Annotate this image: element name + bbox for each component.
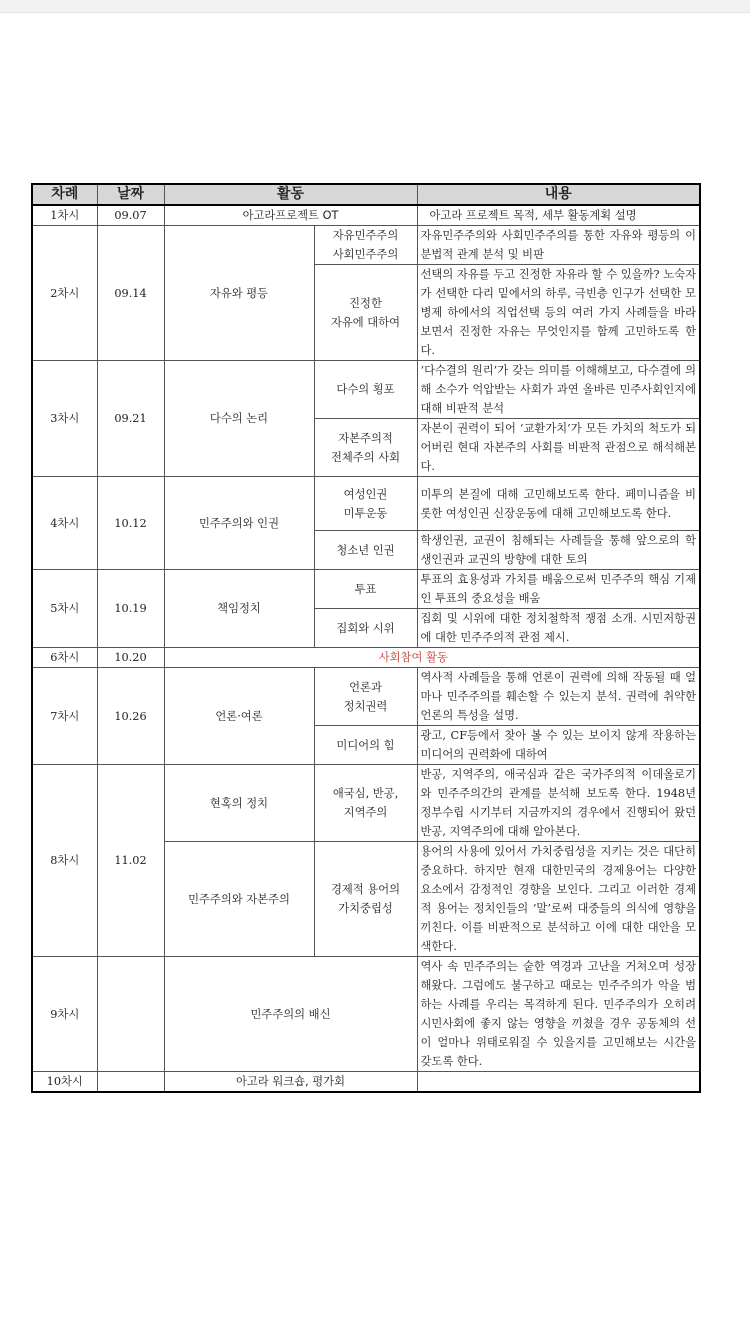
- activity-cell: 아고라 워크숍, 평가회: [164, 1072, 417, 1093]
- table-row: [32, 668, 700, 726]
- subtopic-cell: 미디어의 힘: [314, 726, 417, 765]
- header-content: 내용: [417, 184, 700, 205]
- subtopic-cell: 진정한 자유에 대하여: [314, 265, 417, 361]
- content-cell: ‘다수결의 원리’가 갖는 의미를 이해해보고, 다수결에 의해 소수가 억압받는 사회가 과연 올바른 민주사회인지에 대해 비판적 분석: [417, 361, 700, 419]
- session-cell: 1차시: [32, 205, 97, 226]
- session-cell: 2차시: [32, 226, 97, 361]
- session-cell: 6차시: [32, 648, 97, 668]
- subtopic-cell: 여성인권 미투운동: [314, 477, 417, 531]
- content-cell: 역사적 사례들을 통해 언론이 권력에 의해 작동될 때 얼마나 민주주의를 훼손할 수 있는지 분석. 권력에 취약한 언론의 특성을 설명.: [417, 668, 700, 726]
- content-cell: 역사 속 민주주의는 숱한 역경과 고난을 거쳐오며 성장해왔다. 그럼에도 불구하고 때로는 민주주의가 악을 범하는 사례를 우리는 목격하게 된다. 민주주의가 오히려 시민사회에 좋지 않는 영향을 끼쳤을 경우 공동체의 선이 얼마나 위태로워질 수 있을지를 고민해보는 시간을 갖도록 한다.: [417, 957, 700, 1072]
- content-cell: 집회 및 시위에 대한 정치철학적 쟁점 소개. 시민저항권에 대한 민주주의적 관점 제시.: [417, 609, 700, 648]
- subtopic-cell: 자본주의적 전체주의 사회: [314, 419, 417, 477]
- header-activity: 활동: [164, 184, 417, 205]
- subtopic-cell: 경제적 용어의 가치중립성: [314, 842, 417, 957]
- subtopic-cell: 집회와 시위: [314, 609, 417, 648]
- session-cell: 3차시: [32, 361, 97, 477]
- activity-cell: 다수의 논리: [164, 361, 314, 477]
- date-cell: 10.12: [97, 477, 164, 570]
- table-row: [32, 1072, 700, 1093]
- content-cell: 자본이 권력이 되어 ‘교환가치’가 모든 가치의 척도가 되어버린 현대 자본주의 사회를 비판적 관점으로 해석해본다.: [417, 419, 700, 477]
- subtopic-cell: 투표: [314, 570, 417, 609]
- table-row: [32, 765, 700, 842]
- table-row: [32, 648, 700, 668]
- table-row: [32, 957, 700, 1072]
- subtopic-cell: 애국심, 반공, 지역주의: [314, 765, 417, 842]
- activity-cell: 아고라프로젝트 OT: [164, 205, 417, 226]
- content-cell: [417, 1072, 700, 1093]
- session-cell: 9차시: [32, 957, 97, 1072]
- subtopic-cell: 다수의 횡포: [314, 361, 417, 419]
- content-cell: 아고라 프로젝트 목적, 세부 활동계획 설명: [417, 205, 700, 226]
- activity-cell: 민주주의와 자본주의: [164, 842, 314, 957]
- table-row: [32, 477, 700, 531]
- date-cell: 09.14: [97, 226, 164, 361]
- activity-cell: 자유와 평등: [164, 226, 314, 361]
- session-cell: 4차시: [32, 477, 97, 570]
- subtopic-cell: 언론과 정치권력: [314, 668, 417, 726]
- date-cell: 09.21: [97, 361, 164, 477]
- activity-cell: 현혹의 정치: [164, 765, 314, 842]
- activity-cell: 민주주의의 배신: [164, 957, 417, 1072]
- table-row: [32, 570, 700, 609]
- content-cell: 미투의 본질에 대해 고민해보도록 한다. 페미니즘을 비롯한 여성인권 신장운동에 대해 고민해보도록 한다.: [417, 477, 700, 531]
- top-status-bar: [0, 0, 750, 13]
- content-cell: 학생인권, 교권이 침해되는 사례들을 통해 앞으로의 학생인권과 교권의 방향에 대한 토의: [417, 531, 700, 570]
- activity-highlight-cell: 사회참여 활동: [164, 648, 700, 668]
- content-cell: 자유민주주의와 사회민주주의를 통한 자유와 평등의 이분법적 관계 분석 및 비판: [417, 226, 700, 265]
- date-cell: 11.02: [97, 765, 164, 957]
- header-session: 차례: [32, 184, 97, 205]
- header-date: 날짜: [97, 184, 164, 205]
- activity-cell: 민주주의와 인권: [164, 477, 314, 570]
- content-cell: 광고, CF등에서 찾아 볼 수 있는 보이지 않게 작용하는 미디어의 권력화에 대하여: [417, 726, 700, 765]
- activity-cell: 언론·여론: [164, 668, 314, 765]
- date-cell: 10.19: [97, 570, 164, 648]
- date-cell: 10.20: [97, 648, 164, 668]
- date-cell: 09.07: [97, 205, 164, 226]
- content-cell: 선택의 자유를 두고 진정한 자유라 할 수 있을까? 노숙자가 선택한 다리 밑에서의 하루, 극빈층 인구가 선택한 모병제 하에서의 직업선택 등의 여러 가지 사례들을 바라보면서 진정한 자유는 무엇인지를 함께 고민하도록 한다.: [417, 265, 700, 361]
- session-cell: 8차시: [32, 765, 97, 957]
- session-cell: 7차시: [32, 668, 97, 765]
- table-row: [32, 361, 700, 419]
- table-row: [32, 226, 700, 265]
- table-row: [32, 205, 700, 226]
- activity-cell: 책임정치: [164, 570, 314, 648]
- table-header-row: [32, 184, 700, 205]
- session-cell: 10차시: [32, 1072, 97, 1093]
- date-cell: 10.26: [97, 668, 164, 765]
- schedule-table: [31, 183, 701, 1093]
- date-cell: [97, 957, 164, 1072]
- subtopic-cell: 청소년 인권: [314, 531, 417, 570]
- content-cell: 용어의 사용에 있어서 가치중립성을 지키는 것은 대단히 중요하다. 하지만 현재 대한민국의 경제용어는 다양한 요소에서 감정적인 경향을 보인다. 그리고 이러한 경제적 용어는 정치인들의 ‘말’로써 대중들의 의식에 영향을 끼친다. 이를 비판적으로 분석하고 이에 대한 대안을 모색한다.: [417, 842, 700, 957]
- session-cell: 5차시: [32, 570, 97, 648]
- content-cell: 반공, 지역주의, 애국심과 같은 국가주의적 이데올로기와 민주주의간의 관계를 분석해 보도록 한다. 1948년 정부수립 시기부터 지금까지의 경우에서 진행되어 왔던 반공, 지역주의에 대해 알아본다.: [417, 765, 700, 842]
- subtopic-cell: 자유민주주의 사회민주주의: [314, 226, 417, 265]
- content-cell: 투표의 효용성과 가치를 배움으로써 민주주의 핵심 기제인 투표의 중요성을 배움: [417, 570, 700, 609]
- date-cell: [97, 1072, 164, 1093]
